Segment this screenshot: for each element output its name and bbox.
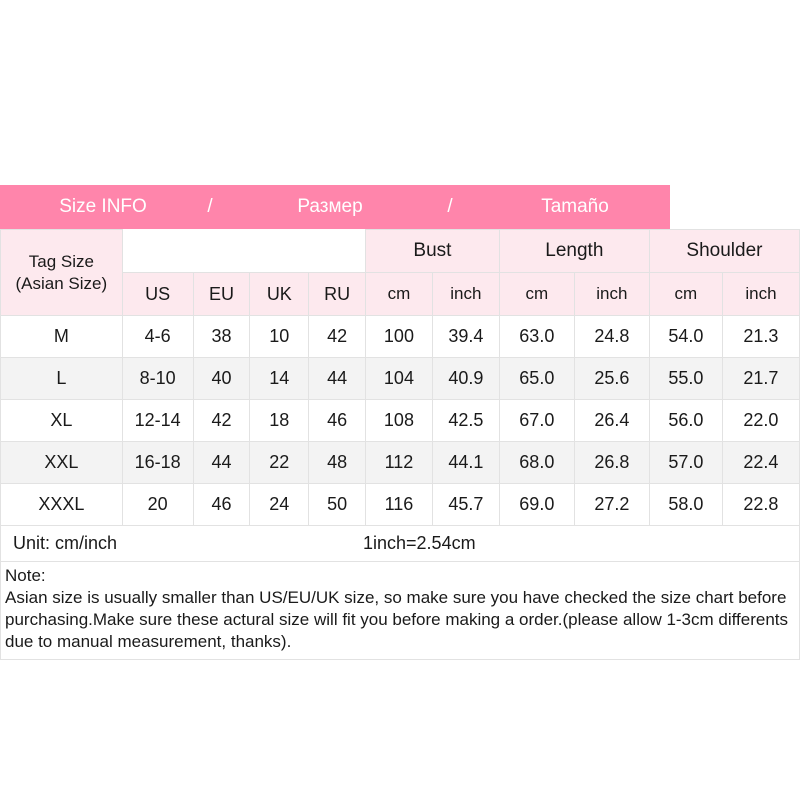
cell-tag: XL [1,400,123,442]
cell-eu: 44 [193,442,250,484]
cell-bust-inch: 45.7 [432,484,499,526]
unit-row [0,526,800,562]
unit-header-shoulder-inch: inch [722,273,799,316]
tag-size-line1: Tag Size [28,251,94,271]
group-header-bust: Bust [366,230,500,273]
cell-us: 16-18 [122,442,193,484]
cell-shoulder-cm: 54.0 [649,316,722,358]
unit-header-shoulder-cm: cm [649,273,722,316]
header-label-es: Tamaño [541,196,609,217]
unit-header-bust-inch: inch [432,273,499,316]
cell-bust-cm: 108 [366,400,433,442]
cell-bust-inch: 42.5 [432,400,499,442]
cell-shoulder-inch: 21.7 [722,358,799,400]
note-box [0,562,800,660]
spacer-cell-ru [309,230,366,273]
cell-shoulder-cm: 57.0 [649,442,722,484]
cell-ru: 48 [309,442,366,484]
cell-length-cm: 67.0 [499,400,574,442]
table-row [1,442,800,484]
cell-shoulder-inch: 22.8 [722,484,799,526]
size-chart [0,185,800,660]
cell-uk: 22 [250,442,309,484]
table-header-row-groups [1,230,800,273]
header-separator-1: / [207,196,213,217]
cell-shoulder-inch: 21.3 [722,316,799,358]
cell-eu: 40 [193,358,250,400]
cell-shoulder-inch: 22.4 [722,442,799,484]
cell-bust-cm: 116 [366,484,433,526]
cell-uk: 14 [250,358,309,400]
cell-bust-cm: 100 [366,316,433,358]
table-row [1,316,800,358]
cell-us: 12-14 [122,400,193,442]
cell-length-inch: 24.8 [574,316,649,358]
table-row [1,484,800,526]
cell-uk: 18 [250,400,309,442]
region-header-uk: UK [250,273,309,316]
header-label-en: Size INFO [59,196,147,217]
size-info-header-bar [0,185,670,229]
cell-eu: 42 [193,400,250,442]
cell-uk: 24 [250,484,309,526]
group-header-shoulder: Shoulder [649,230,799,273]
cell-ru: 42 [309,316,366,358]
size-table [0,229,800,526]
cell-ru: 46 [309,400,366,442]
conversion-label: 1inch=2.54cm [363,533,476,553]
cell-shoulder-cm: 58.0 [649,484,722,526]
header-label-ru: Размер [297,196,363,217]
cell-uk: 10 [250,316,309,358]
cell-bust-inch: 40.9 [432,358,499,400]
unit-header-bust-cm: cm [366,273,433,316]
cell-shoulder-cm: 55.0 [649,358,722,400]
cell-ru: 50 [309,484,366,526]
table-row [1,400,800,442]
cell-eu: 46 [193,484,250,526]
cell-tag: XXL [1,442,123,484]
table-row [1,358,800,400]
cell-bust-inch: 44.1 [432,442,499,484]
note-title: Note: [5,566,46,585]
note-body: Asian size is usually smaller than US/EU/UK size, so make sure you have checked the size chart before purchasing.Make sure these actural size will fit you before making a order.(please allow 1-3cm differents due to manual measurement, thanks). [5,588,789,651]
cell-tag: M [1,316,123,358]
cell-length-cm: 68.0 [499,442,574,484]
cell-length-cm: 63.0 [499,316,574,358]
cell-us: 20 [122,484,193,526]
cell-length-inch: 26.4 [574,400,649,442]
tag-size-line2: (Asian Size) [15,273,108,293]
cell-us: 8-10 [122,358,193,400]
group-header-length: Length [499,230,649,273]
cell-bust-inch: 39.4 [432,316,499,358]
region-header-ru: RU [309,273,366,316]
header-separator-2: / [447,196,453,217]
region-header-eu: EU [193,273,250,316]
unit-header-length-inch: inch [574,273,649,316]
spacer-cell-uk [250,230,309,273]
spacer-cell-us [122,230,193,273]
cell-bust-cm: 104 [366,358,433,400]
cell-length-inch: 25.6 [574,358,649,400]
cell-us: 4-6 [122,316,193,358]
cell-ru: 44 [309,358,366,400]
cell-bust-cm: 112 [366,442,433,484]
cell-length-cm: 69.0 [499,484,574,526]
cell-shoulder-inch: 22.0 [722,400,799,442]
cell-length-inch: 26.8 [574,442,649,484]
spacer-cell-eu [193,230,250,273]
unit-label: Unit: cm/inch [13,533,118,553]
cell-length-cm: 65.0 [499,358,574,400]
cell-length-inch: 27.2 [574,484,649,526]
cell-tag: L [1,358,123,400]
tag-size-header [1,230,123,316]
cell-shoulder-cm: 56.0 [649,400,722,442]
region-header-us: US [122,273,193,316]
unit-header-length-cm: cm [499,273,574,316]
cell-tag: XXXL [1,484,123,526]
cell-eu: 38 [193,316,250,358]
